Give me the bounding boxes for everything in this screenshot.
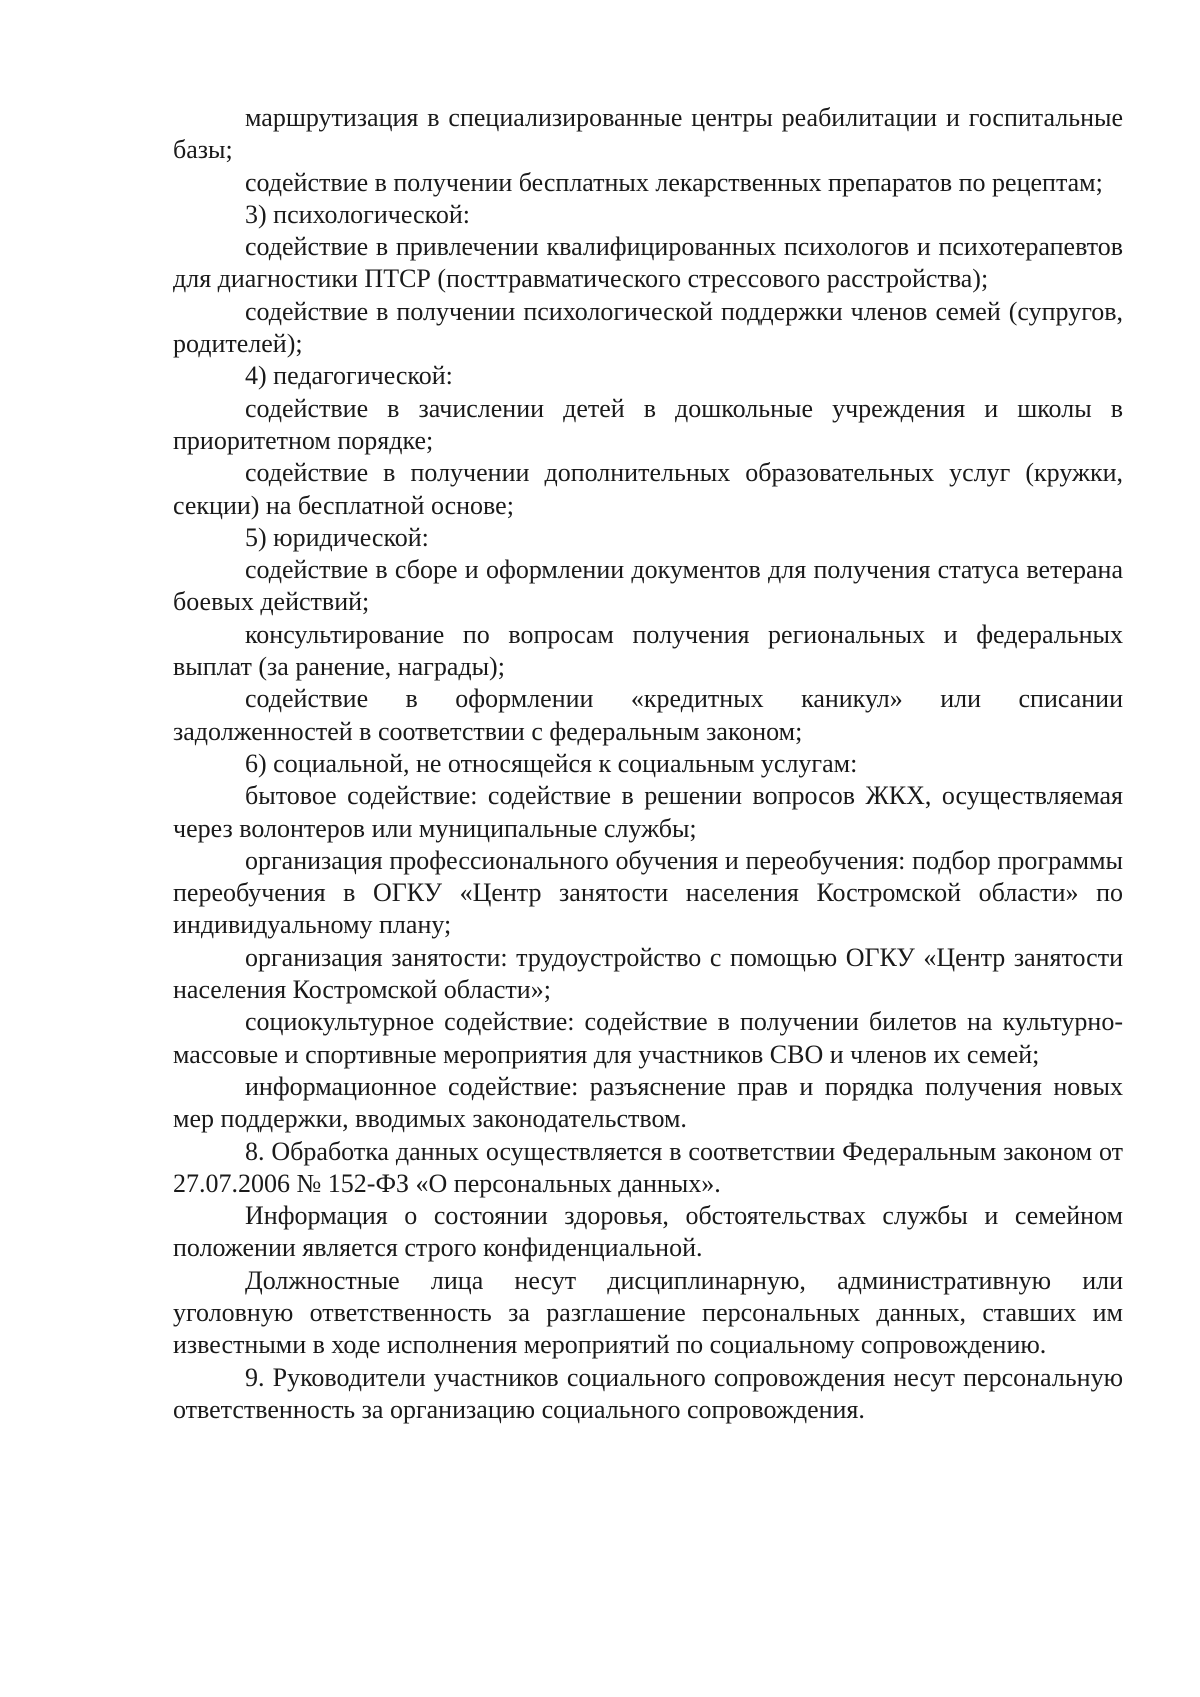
paragraph-school-enrollment: содействие в зачислении детей в дошкольные учреждения и школы в приоритетном порядке;: [173, 393, 1123, 455]
paragraph-routing-rehab-centers: маршрутизация в специализированные центры реабилитации и госпитальные базы;: [173, 103, 1123, 165]
paragraph-confidentiality: Информация о состоянии здоровья, обстоятельствах службы и семейном положении является строго конфиденциальной.: [173, 1201, 1123, 1263]
paragraph-professional-training: организация профессионального обучения и переобучения: подбор программы переобучения в ОГКУ «Центр занятости населения Костромской области» по индивидуальному плану;: [173, 845, 1123, 940]
paragraph-psychologists-ptsd: содействие в привлечении квалифицированных психологов и психотерапевтов для диагностики ПТСР (посттравматического стрессового расстройства);: [173, 232, 1123, 294]
paragraph-family-psych-support: содействие в получении психологической поддержки членов семей (супругов, родителей);: [173, 296, 1123, 359]
paragraph-payments-consulting: консультирование по вопросам получения региональных и федеральных выплат (за ранение, награды);: [173, 619, 1123, 682]
paragraph-free-medicines: содействие в получении бесплатных лекарственных препаратов по рецептам;: [245, 167, 1103, 197]
paragraph-extra-education: содействие в получении дополнительных образовательных услуг (кружки, секции) на бесплатной основе;: [173, 458, 1123, 520]
document-page: [173, 102, 1123, 1426]
section-9-responsibility: 9. Руководители участников социального сопровождения несут персональную ответственность за организацию социального сопровождения.: [173, 1362, 1123, 1424]
paragraph-veteran-status-documents: содействие в сборе и оформлении документов для получения статуса ветерана боевых действий;: [173, 555, 1123, 617]
heading-psychological: 3) психологической:: [245, 199, 470, 229]
paragraph-household-assistance: бытовое содействие: содействие в решении вопросов ЖКХ, осуществляемая через волонтеров или муниципальные службы;: [173, 781, 1123, 843]
paragraph-credit-holidays: содействие в оформлении «кредитных каникул» или списании задолженностей в соответствии с федеральным законом;: [173, 684, 1123, 746]
section-8-data-processing: 8. Обработка данных осуществляется в соответствии Федеральным законом от 27.07.2006 № 152-ФЗ «О персональных данных».: [173, 1136, 1123, 1198]
paragraph-informational: информационное содействие: разъяснение прав и порядка получения новых мер поддержки, вводимых законодательством.: [173, 1071, 1123, 1134]
heading-legal: 5) юридической:: [245, 522, 429, 552]
paragraph-employment: организация занятости: трудоустройство с помощью ОГКУ «Центр занятости населения Костромской области»;: [173, 942, 1123, 1005]
heading-pedagogical: 4) педагогической:: [245, 361, 453, 391]
heading-social: 6) социальной, не относящейся к социальным услугам:: [245, 748, 858, 778]
paragraph-sociocultural: социокультурное содействие: содействие в получении билетов на культурно-массовые и спортивные мероприятия для участников СВО и членов их семей;: [173, 1007, 1123, 1069]
paragraph-officials-liability: Должностные лица несут дисциплинарную, административную или уголовную ответственность за разглашение персональных данных, ставших им известными в ходе исполнения мероприятий по социальному сопровождению.: [173, 1265, 1123, 1360]
